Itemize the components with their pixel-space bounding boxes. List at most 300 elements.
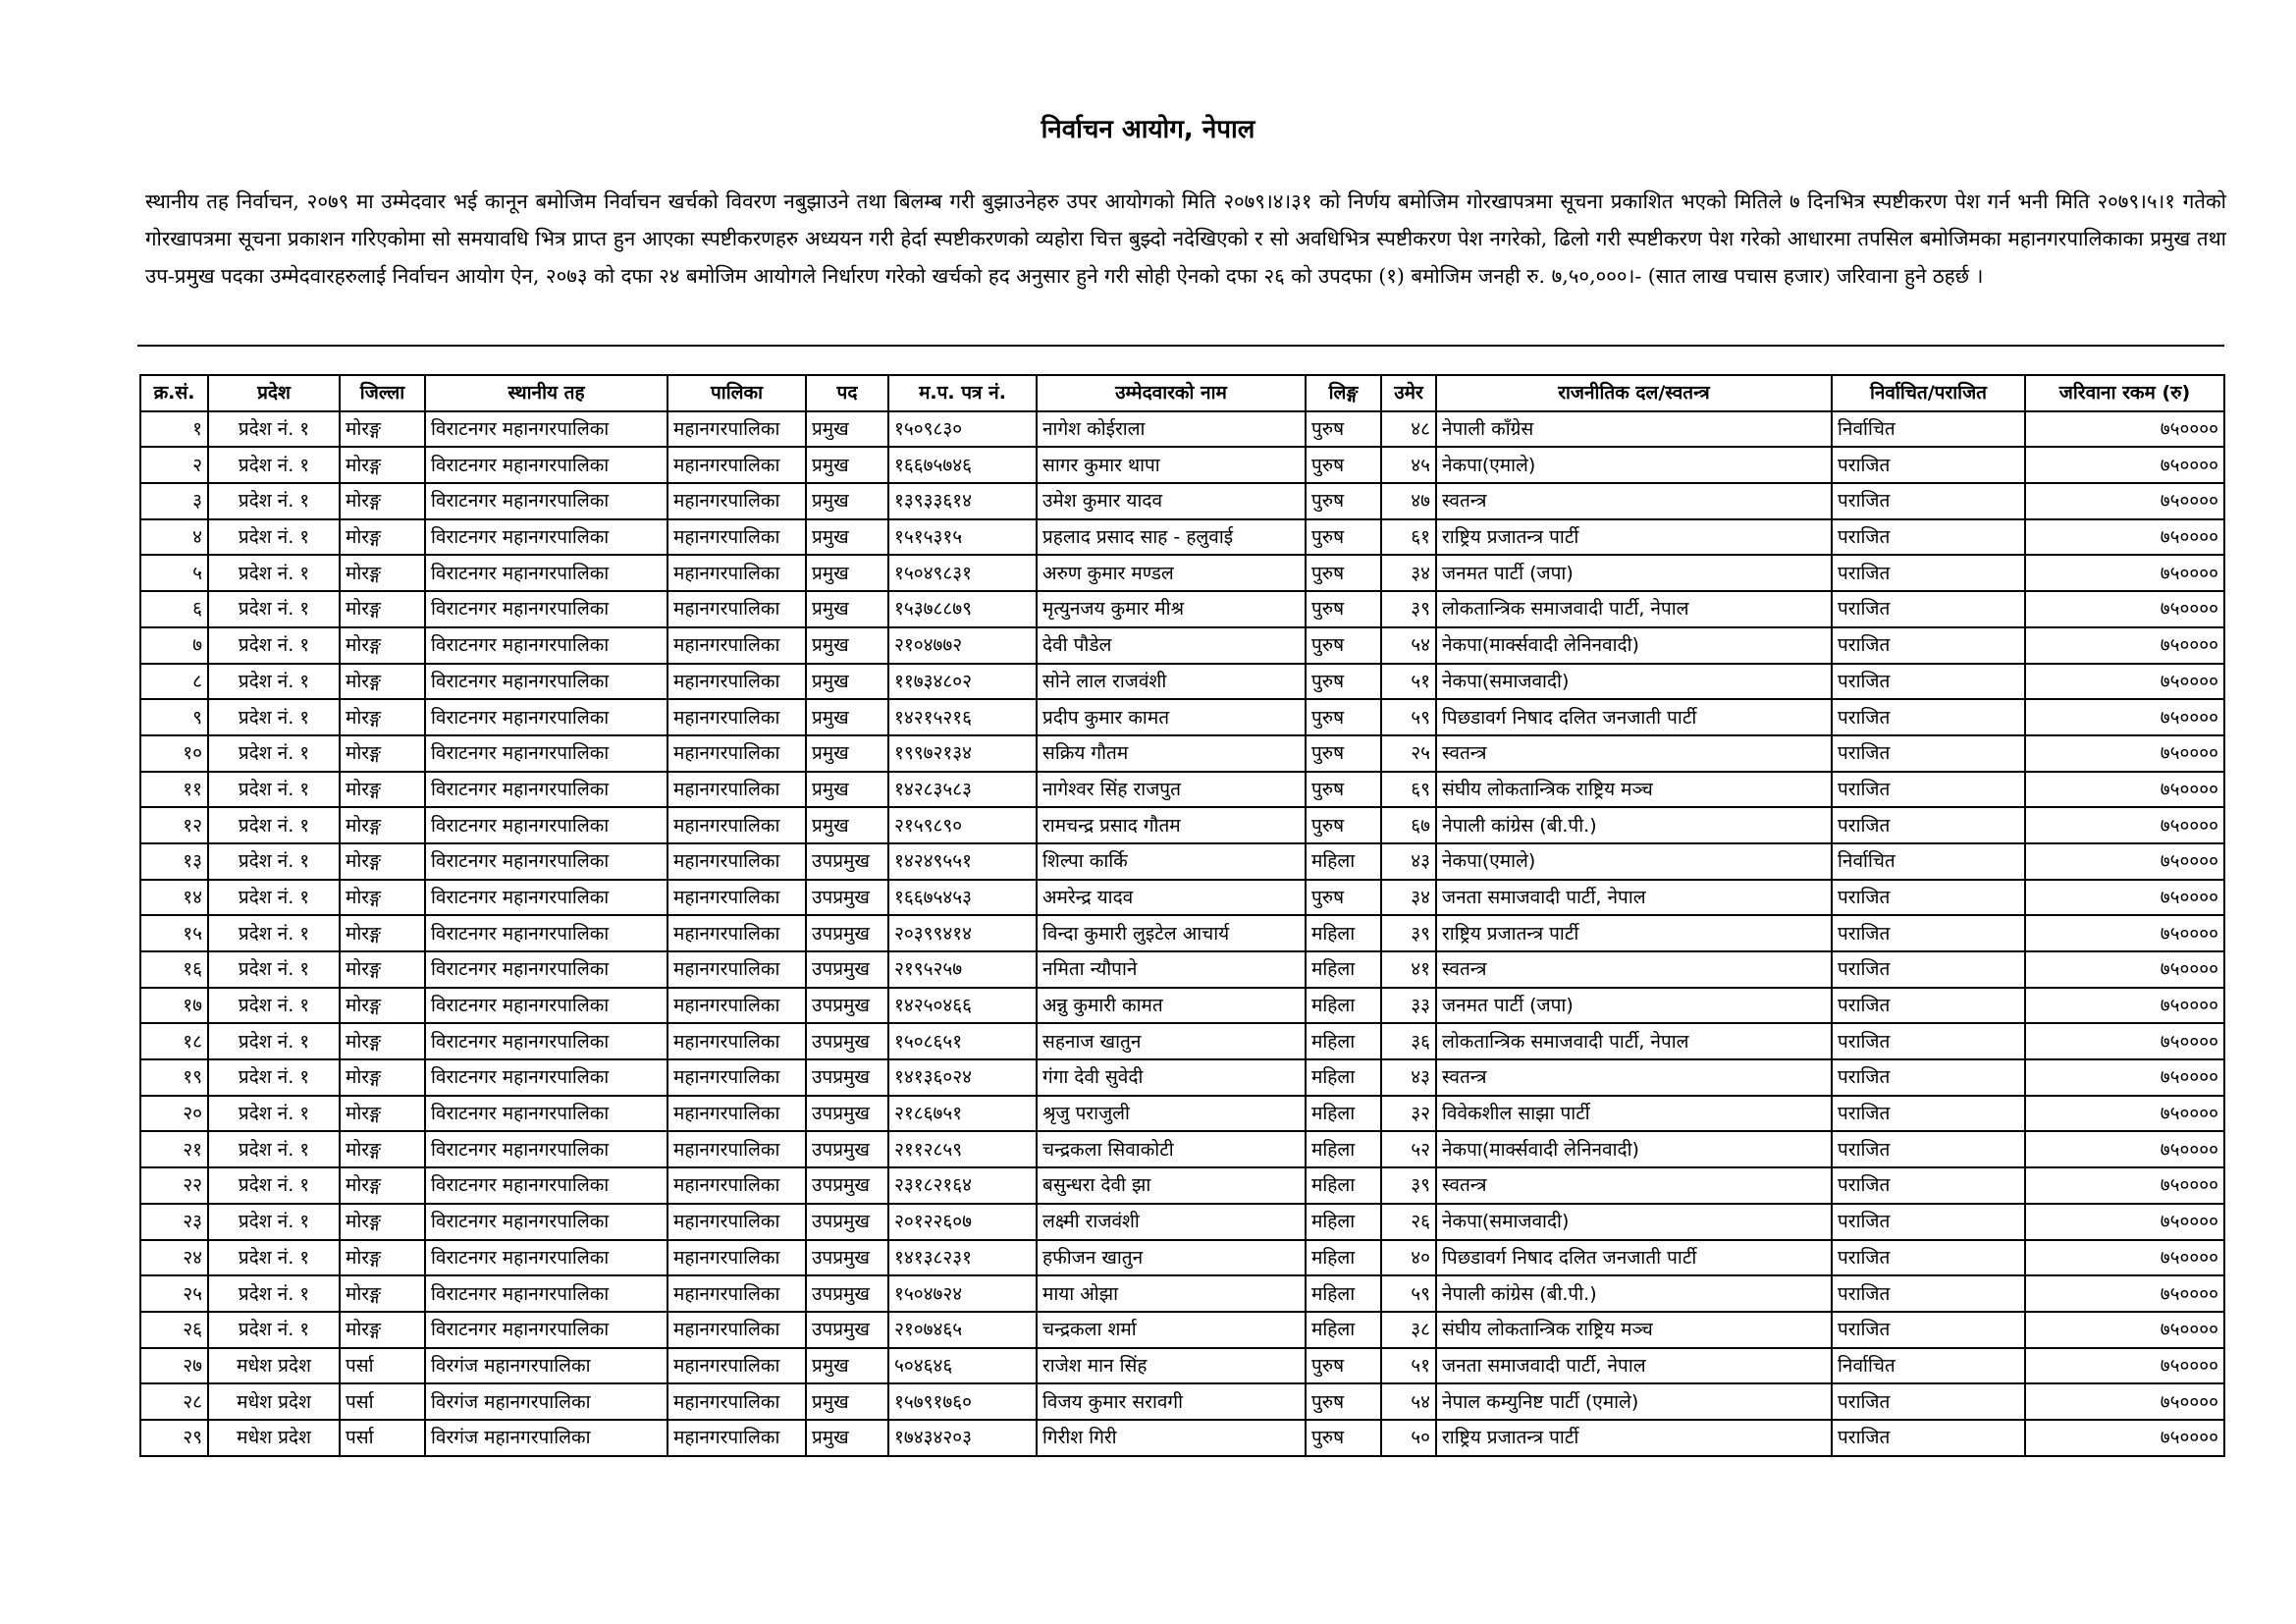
column-header-nomination-no: म.प. पत्र नं. xyxy=(888,375,1037,411)
cell-result: पराजित xyxy=(1832,664,2025,700)
cell-party: नेकपा(मार्क्सवादी लेनिनवादी) xyxy=(1436,627,1832,664)
cell-age: ३४ xyxy=(1381,880,1436,916)
cell-party: स्वतन्त्र xyxy=(1436,951,1832,988)
cell-local-level: विराटनगर महानगरपालिका xyxy=(425,843,667,880)
cell-result: पराजित xyxy=(1832,807,2025,843)
cell-gender: पुरुष xyxy=(1306,735,1381,772)
cell-post: उपप्रमुख xyxy=(806,988,888,1024)
cell-district: मोरङ्ग xyxy=(340,555,425,591)
column-header-age: उमेर xyxy=(1381,375,1436,411)
cell-result: पराजित xyxy=(1832,1023,2025,1059)
cell-province: प्रदेश नं. १ xyxy=(208,1167,340,1204)
table-row xyxy=(140,447,2224,483)
cell-candidate-name: देवी पौडेल xyxy=(1037,627,1306,664)
cell-fine-amount: ७५०००० xyxy=(2025,1312,2224,1348)
cell-gender: पुरुष xyxy=(1306,447,1381,483)
cell-local-level: विराटनगर महानगरपालिका xyxy=(425,1023,667,1059)
cell-gender: महिला xyxy=(1306,843,1381,880)
cell-nomination-no: १५१५३१५ xyxy=(888,519,1037,556)
table-row xyxy=(140,951,2224,988)
cell-party: नेकपा(एमाले) xyxy=(1436,843,1832,880)
cell-province: प्रदेश नं. १ xyxy=(208,880,340,916)
table-header-row xyxy=(140,375,2224,411)
cell-result: पराजित xyxy=(1832,555,2025,591)
cell-party: स्वतन्त्र xyxy=(1436,1167,1832,1204)
cell-palika: महानगरपालिका xyxy=(667,772,806,808)
cell-palika: महानगरपालिका xyxy=(667,1131,806,1167)
cell-post: उपप्रमुख xyxy=(806,880,888,916)
cell-fine-amount: ७५०००० xyxy=(2025,843,2224,880)
cell-age: ५१ xyxy=(1381,1348,1436,1384)
table-row xyxy=(140,483,2224,519)
cell-age: ४१ xyxy=(1381,951,1436,988)
cell-party: जनमत पार्टी (जपा) xyxy=(1436,555,1832,591)
cell-post: प्रमुख xyxy=(806,1420,888,1456)
table-row xyxy=(140,1131,2224,1167)
cell-nomination-no: २०३९९४१४ xyxy=(888,915,1037,951)
cell-gender: पुरुष xyxy=(1306,772,1381,808)
table-row xyxy=(140,1023,2224,1059)
cell-party: लोकतान्त्रिक समाजवादी पार्टी, नेपाल xyxy=(1436,1023,1832,1059)
column-header-district: जिल्ला xyxy=(340,375,425,411)
cell-province: प्रदेश नं. १ xyxy=(208,411,340,448)
cell-age: ४५ xyxy=(1381,447,1436,483)
cell-nomination-no: १४२५०४६६ xyxy=(888,988,1037,1024)
cell-age: ३३ xyxy=(1381,988,1436,1024)
cell-nomination-no: २१५९८९० xyxy=(888,807,1037,843)
cell-candidate-name: चन्द्रकला सिवाकोटी xyxy=(1037,1131,1306,1167)
cell-district: मोरङ्ग xyxy=(340,735,425,772)
cell-age: ५२ xyxy=(1381,1131,1436,1167)
cell-fine-amount: ७५०००० xyxy=(2025,1240,2224,1276)
cell-post: प्रमुख xyxy=(806,519,888,556)
table-row xyxy=(140,1275,2224,1312)
cell-candidate-name: अरुण कुमार मण्डल xyxy=(1037,555,1306,591)
table-row xyxy=(140,1420,2224,1456)
cell-result: निर्वाचित xyxy=(1832,411,2025,448)
cell-post: उपप्रमुख xyxy=(806,1023,888,1059)
cell-post: प्रमुख xyxy=(806,664,888,700)
cell-fine-amount: ७५०००० xyxy=(2025,1204,2224,1240)
cell-serial: १९ xyxy=(140,1059,208,1096)
cell-age: ५९ xyxy=(1381,699,1436,735)
cell-fine-amount: ७५०००० xyxy=(2025,1096,2224,1132)
cell-candidate-name: प्रहलाद प्रसाद साह - हलुवाई xyxy=(1037,519,1306,556)
table-row xyxy=(140,411,2224,448)
cell-fine-amount: ७५०००० xyxy=(2025,1131,2224,1167)
cell-fine-amount: ७५०००० xyxy=(2025,447,2224,483)
cell-party: स्वतन्त्र xyxy=(1436,483,1832,519)
cell-province: प्रदेश नं. १ xyxy=(208,843,340,880)
cell-district: पर्सा xyxy=(340,1383,425,1420)
cell-gender: पुरुष xyxy=(1306,1383,1381,1420)
cell-district: मोरङ्ग xyxy=(340,447,425,483)
cell-palika: महानगरपालिका xyxy=(667,1023,806,1059)
cell-result: पराजित xyxy=(1832,1167,2025,1204)
cell-nomination-no: ११७३४८०२ xyxy=(888,664,1037,700)
cell-fine-amount: ७५०००० xyxy=(2025,807,2224,843)
cell-nomination-no: १५०९८३० xyxy=(888,411,1037,448)
cell-local-level: विराटनगर महानगरपालिका xyxy=(425,735,667,772)
cell-local-level: विराटनगर महानगरपालिका xyxy=(425,627,667,664)
cell-fine-amount: ७५०००० xyxy=(2025,1059,2224,1096)
cell-province: प्रदेश नं. १ xyxy=(208,519,340,556)
table-row xyxy=(140,772,2224,808)
cell-gender: महिला xyxy=(1306,1167,1381,1204)
cell-serial: १७ xyxy=(140,988,208,1024)
cell-age: ४७ xyxy=(1381,483,1436,519)
cell-nomination-no: १४२८३५८३ xyxy=(888,772,1037,808)
cell-result: पराजित xyxy=(1832,1204,2025,1240)
cell-post: उपप्रमुख xyxy=(806,1275,888,1312)
notice-paragraph: स्थानीय तह निर्वाचन, २०७९ मा उम्मेदवार भई कानून बमोजिम निर्वाचन खर्चको विवरण नबुझाउने तथा बिलम्ब गरी बुझाउनेहरु उपर आयोगको मिति २०७९।४।३१ को निर्णय बमोजिम गोरखापत्रमा सूचना प्रकाशित भएको मितिले ७ दिनभित्र स्पष्टीकरण पेश गर्न भनी मिति २०७९।५।१ गतेको गोरखापत्रमा सूचना प्रकाशन गरिएकोमा सो समयावधि भित्र प्राप्त हुन आएका स्पष्टीकरणहरु अध्ययन गरी हेर्दा स्पष्टीकरणको व्यहोरा चित्त बुझ्दो नदेखिएको र सो अवधिभित्र स्पष्टीकरण पेश नगरेको, ढिलो गरी स्पष्टीकरण पेश गरेको आधारमा तपसिल बमोजिमका महानगरपालिकाका प्रमुख तथा उप-प्रमुख पदका उम्मेदवारहरुलाई निर्वाचन आयोग ऐन, २०७३ को दफा २४ बमोजिम आयोगले निर्धारण गरेको खर्चको हद अनुसार हुने गरी सोही ऐनको दफा २६ को उपदफा (१) बमोजिम जनही रु. ७,५०,०००।- (सात लाख पचास हजार) जरिवाना हुने ठहर्छ । xyxy=(145,189,2226,288)
cell-local-level: विराटनगर महानगरपालिका xyxy=(425,1131,667,1167)
cell-local-level: विराटनगर महानगरपालिका xyxy=(425,664,667,700)
cell-serial: २९ xyxy=(140,1420,208,1456)
table-row xyxy=(140,843,2224,880)
cell-gender: महिला xyxy=(1306,988,1381,1024)
cell-nomination-no: १५०४९८३१ xyxy=(888,555,1037,591)
cell-party: नेपाली कांग्रेस (बी.पी.) xyxy=(1436,807,1832,843)
cell-palika: महानगरपालिका xyxy=(667,1059,806,1096)
cell-gender: महिला xyxy=(1306,915,1381,951)
table-row xyxy=(140,1240,2224,1276)
cell-palika: महानगरपालिका xyxy=(667,880,806,916)
cell-palika: महानगरपालिका xyxy=(667,591,806,627)
cell-nomination-no: १४२१५२१६ xyxy=(888,699,1037,735)
cell-province: प्रदेश नं. १ xyxy=(208,1240,340,1276)
cell-result: पराजित xyxy=(1832,951,2025,988)
cell-fine-amount: ७५०००० xyxy=(2025,699,2224,735)
cell-result: पराजित xyxy=(1832,447,2025,483)
cell-local-level: विराटनगर महानगरपालिका xyxy=(425,483,667,519)
cell-serial: २६ xyxy=(140,1312,208,1348)
cell-party: विवेकशील साझा पार्टी xyxy=(1436,1096,1832,1132)
cell-result: पराजित xyxy=(1832,1059,2025,1096)
cell-party: नेपाली काँग्रेस xyxy=(1436,411,1832,448)
cell-party: नेकपा(समाजवादी) xyxy=(1436,1204,1832,1240)
cell-fine-amount: ७५०००० xyxy=(2025,988,2224,1024)
table-row xyxy=(140,627,2224,664)
cell-serial: २१ xyxy=(140,1131,208,1167)
cell-serial: ६ xyxy=(140,591,208,627)
cell-province: प्रदेश नं. १ xyxy=(208,555,340,591)
table-row xyxy=(140,555,2224,591)
cell-candidate-name: प्रदीप कुमार कामत xyxy=(1037,699,1306,735)
cell-result: पराजित xyxy=(1832,1131,2025,1167)
cell-province: प्रदेश नं. १ xyxy=(208,772,340,808)
cell-party: जनता समाजवादी पार्टी, नेपाल xyxy=(1436,880,1832,916)
cell-serial: ५ xyxy=(140,555,208,591)
cell-post: उपप्रमुख xyxy=(806,1204,888,1240)
cell-result: निर्वाचित xyxy=(1832,1348,2025,1384)
cell-nomination-no: २१०४७७२ xyxy=(888,627,1037,664)
column-header-gender: लिङ्ग xyxy=(1306,375,1381,411)
cell-party: लोकतान्त्रिक समाजवादी पार्टी, नेपाल xyxy=(1436,591,1832,627)
cell-serial: १२ xyxy=(140,807,208,843)
column-header-candidate-name: उम्मेदवारको नाम xyxy=(1037,375,1306,411)
cell-post: उपप्रमुख xyxy=(806,1096,888,1132)
cell-fine-amount: ७५०००० xyxy=(2025,951,2224,988)
cell-candidate-name: नागेश्वर सिंह राजपुत xyxy=(1037,772,1306,808)
cell-party: जनमत पार्टी (जपा) xyxy=(1436,988,1832,1024)
table-row xyxy=(140,807,2224,843)
cell-post: उपप्रमुख xyxy=(806,1312,888,1348)
cell-fine-amount: ७५०००० xyxy=(2025,664,2224,700)
cell-gender: पुरुष xyxy=(1306,627,1381,664)
cell-party: राष्ट्रिय प्रजातन्त्र पार्टी xyxy=(1436,519,1832,556)
cell-local-level: विराटनगर महानगरपालिका xyxy=(425,1275,667,1312)
cell-fine-amount: ७५०००० xyxy=(2025,1420,2224,1456)
cell-fine-amount: ७५०००० xyxy=(2025,1275,2224,1312)
cell-nomination-no: १३९३३६१४ xyxy=(888,483,1037,519)
cell-palika: महानगरपालिका xyxy=(667,627,806,664)
cell-palika: महानगरपालिका xyxy=(667,1096,806,1132)
cell-province: प्रदेश नं. १ xyxy=(208,988,340,1024)
cell-district: मोरङ्ग xyxy=(340,988,425,1024)
cell-serial: २२ xyxy=(140,1167,208,1204)
cell-nomination-no: २०१२२६०७ xyxy=(888,1204,1037,1240)
cell-post: उपप्रमुख xyxy=(806,1167,888,1204)
cell-gender: पुरुष xyxy=(1306,807,1381,843)
cell-serial: १३ xyxy=(140,843,208,880)
cell-post: प्रमुख xyxy=(806,483,888,519)
cell-serial: १५ xyxy=(140,915,208,951)
cell-candidate-name: अन्नु कुमारी कामत xyxy=(1037,988,1306,1024)
cell-fine-amount: ७५०००० xyxy=(2025,735,2224,772)
table-row xyxy=(140,664,2224,700)
page-title: निर्वाचन आयोग, नेपाल xyxy=(1041,115,1255,144)
cell-gender: पुरुष xyxy=(1306,483,1381,519)
cell-province: प्रदेश नं. १ xyxy=(208,1131,340,1167)
cell-result: पराजित xyxy=(1832,735,2025,772)
cell-palika: महानगरपालिका xyxy=(667,1167,806,1204)
cell-local-level: विराटनगर महानगरपालिका xyxy=(425,555,667,591)
cell-candidate-name: हफीजन खातुन xyxy=(1037,1240,1306,1276)
cell-serial: ३ xyxy=(140,483,208,519)
cell-nomination-no: १९९७२१३४ xyxy=(888,735,1037,772)
cell-district: मोरङ्ग xyxy=(340,1131,425,1167)
cell-local-level: विराटनगर महानगरपालिका xyxy=(425,519,667,556)
table-row xyxy=(140,1167,2224,1204)
cell-post: प्रमुख xyxy=(806,411,888,448)
table-row xyxy=(140,1312,2224,1348)
column-header-post: पद xyxy=(806,375,888,411)
cell-result: पराजित xyxy=(1832,699,2025,735)
cell-gender: पुरुष xyxy=(1306,555,1381,591)
cell-serial: १८ xyxy=(140,1023,208,1059)
column-header-party: राजनीतिक दल/स्वतन्त्र xyxy=(1436,375,1832,411)
cell-province: मधेश प्रदेश xyxy=(208,1420,340,1456)
cell-gender: पुरुष xyxy=(1306,664,1381,700)
cell-district: मोरङ्ग xyxy=(340,1312,425,1348)
cell-province: प्रदेश नं. १ xyxy=(208,951,340,988)
cell-party: पिछडावर्ग निषाद दलित जनजाती पार्टी xyxy=(1436,699,1832,735)
cell-candidate-name: चन्द्रकला शर्मा xyxy=(1037,1312,1306,1348)
cell-palika: महानगरपालिका xyxy=(667,483,806,519)
cell-palika: महानगरपालिका xyxy=(667,843,806,880)
cell-candidate-name: रामचन्द्र प्रसाद गौतम xyxy=(1037,807,1306,843)
cell-district: मोरङ्ग xyxy=(340,951,425,988)
cell-nomination-no: १५०४७२४ xyxy=(888,1275,1037,1312)
cell-local-level: विराटनगर महानगरपालिका xyxy=(425,988,667,1024)
cell-nomination-no: १६६७५४५३ xyxy=(888,880,1037,916)
cell-province: प्रदेश नं. १ xyxy=(208,807,340,843)
cell-candidate-name: विजय कुमार सरावगी xyxy=(1037,1383,1306,1420)
cell-result: पराजित xyxy=(1832,880,2025,916)
cell-result: पराजित xyxy=(1832,519,2025,556)
cell-local-level: विराटनगर महानगरपालिका xyxy=(425,880,667,916)
cell-palika: महानगरपालिका xyxy=(667,1383,806,1420)
cell-province: प्रदेश नं. १ xyxy=(208,1204,340,1240)
cell-party: नेपाली कांग्रेस (बी.पी.) xyxy=(1436,1275,1832,1312)
cell-age: ३२ xyxy=(1381,1096,1436,1132)
cell-gender: महिला xyxy=(1306,1312,1381,1348)
cell-palika: महानगरपालिका xyxy=(667,735,806,772)
cell-post: प्रमुख xyxy=(806,807,888,843)
cell-local-level: विराटनगर महानगरपालिका xyxy=(425,772,667,808)
cell-province: प्रदेश नं. १ xyxy=(208,699,340,735)
cell-palika: महानगरपालिका xyxy=(667,915,806,951)
table-row xyxy=(140,1059,2224,1096)
cell-candidate-name: उमेश कुमार यादव xyxy=(1037,483,1306,519)
cell-gender: पुरुष xyxy=(1306,591,1381,627)
cell-candidate-name: सक्रिय गौतम xyxy=(1037,735,1306,772)
table-row xyxy=(140,915,2224,951)
cell-serial: २० xyxy=(140,1096,208,1132)
cell-fine-amount: ७५०००० xyxy=(2025,880,2224,916)
cell-post: उपप्रमुख xyxy=(806,1131,888,1167)
cell-serial: ११ xyxy=(140,772,208,808)
cell-fine-amount: ७५०००० xyxy=(2025,411,2224,448)
cell-post: प्रमुख xyxy=(806,555,888,591)
table-row xyxy=(140,988,2224,1024)
cell-local-level: विराटनगर महानगरपालिका xyxy=(425,411,667,448)
cell-nomination-no: २१९५२५७ xyxy=(888,951,1037,988)
cell-party: जनता समाजवादी पार्टी, नेपाल xyxy=(1436,1348,1832,1384)
cell-province: प्रदेश नं. १ xyxy=(208,1275,340,1312)
cell-palika: महानगरपालिका xyxy=(667,1312,806,1348)
column-header-palika: पालिका xyxy=(667,375,806,411)
cell-province: प्रदेश नं. १ xyxy=(208,1096,340,1132)
cell-party: राष्ट्रिय प्रजातन्त्र पार्टी xyxy=(1436,915,1832,951)
cell-serial: २ xyxy=(140,447,208,483)
cell-post: उपप्रमुख xyxy=(806,951,888,988)
cell-candidate-name: नमिता न्यौपाने xyxy=(1037,951,1306,988)
cell-candidate-name: सागर कुमार थापा xyxy=(1037,447,1306,483)
cell-party: नेकपा(समाजवादी) xyxy=(1436,664,1832,700)
cell-gender: पुरुष xyxy=(1306,1348,1381,1384)
cell-result: पराजित xyxy=(1832,772,2025,808)
cell-district: मोरङ्ग xyxy=(340,664,425,700)
cell-post: प्रमुख xyxy=(806,591,888,627)
cell-serial: १४ xyxy=(140,880,208,916)
cell-post: प्रमुख xyxy=(806,627,888,664)
column-header-fine-amount: जरिवाना रकम (रु) xyxy=(2025,375,2224,411)
cell-local-level: विराटनगर महानगरपालिका xyxy=(425,951,667,988)
cell-result: पराजित xyxy=(1832,627,2025,664)
cell-gender: पुरुष xyxy=(1306,699,1381,735)
cell-province: प्रदेश नं. १ xyxy=(208,447,340,483)
table-row xyxy=(140,1096,2224,1132)
cell-palika: महानगरपालिका xyxy=(667,807,806,843)
cell-age: २६ xyxy=(1381,1204,1436,1240)
cell-post: प्रमुख xyxy=(806,1348,888,1384)
cell-serial: २८ xyxy=(140,1383,208,1420)
cell-nomination-no: ५०४६४६ xyxy=(888,1348,1037,1384)
cell-fine-amount: ७५०००० xyxy=(2025,519,2224,556)
cell-gender: महिला xyxy=(1306,1240,1381,1276)
cell-age: ५० xyxy=(1381,1420,1436,1456)
cell-district: मोरङ्ग xyxy=(340,1240,425,1276)
cell-serial: २४ xyxy=(140,1240,208,1276)
cell-nomination-no: २१०७४६५ xyxy=(888,1312,1037,1348)
cell-serial: ८ xyxy=(140,664,208,700)
cell-palika: महानगरपालिका xyxy=(667,1240,806,1276)
cell-local-level: विराटनगर महानगरपालिका xyxy=(425,591,667,627)
column-header-province: प्रदेश xyxy=(208,375,340,411)
cell-nomination-no: १४२४९५५१ xyxy=(888,843,1037,880)
cell-district: मोरङ्ग xyxy=(340,915,425,951)
cell-district: मोरङ्ग xyxy=(340,880,425,916)
cell-result: पराजित xyxy=(1832,915,2025,951)
cell-fine-amount: ७५०००० xyxy=(2025,1383,2224,1420)
cell-province: प्रदेश नं. १ xyxy=(208,1312,340,1348)
cell-province: प्रदेश नं. १ xyxy=(208,627,340,664)
cell-local-level: विराटनगर महानगरपालिका xyxy=(425,1312,667,1348)
cell-party: नेकपा(मार्क्सवादी लेनिनवादी) xyxy=(1436,1131,1832,1167)
cell-result: पराजित xyxy=(1832,1420,2025,1456)
cell-gender: महिला xyxy=(1306,1023,1381,1059)
cell-candidate-name: अमरेन्द्र यादव xyxy=(1037,880,1306,916)
cell-palika: महानगरपालिका xyxy=(667,555,806,591)
cell-province: प्रदेश नं. १ xyxy=(208,1059,340,1096)
cell-age: २५ xyxy=(1381,735,1436,772)
cell-palika: महानगरपालिका xyxy=(667,519,806,556)
cell-palika: महानगरपालिका xyxy=(667,447,806,483)
cell-serial: ७ xyxy=(140,627,208,664)
table-row xyxy=(140,1348,2224,1384)
cell-fine-amount: ७५०००० xyxy=(2025,483,2224,519)
cell-result: पराजित xyxy=(1832,483,2025,519)
cell-gender: पुरुष xyxy=(1306,519,1381,556)
cell-age: ६१ xyxy=(1381,519,1436,556)
cell-serial: ९ xyxy=(140,699,208,735)
cell-nomination-no: १५३७८८७९ xyxy=(888,591,1037,627)
cell-nomination-no: १५७९१७६० xyxy=(888,1383,1037,1420)
table-row xyxy=(140,880,2224,916)
cell-province: प्रदेश नं. १ xyxy=(208,735,340,772)
cell-province: प्रदेश नं. १ xyxy=(208,1023,340,1059)
cell-province: प्रदेश नं. १ xyxy=(208,483,340,519)
cell-district: मोरङ्ग xyxy=(340,807,425,843)
column-header-local-level: स्थानीय तह xyxy=(425,375,667,411)
cell-district: मोरङ्ग xyxy=(340,1167,425,1204)
cell-gender: महिला xyxy=(1306,1096,1381,1132)
cell-age: ३८ xyxy=(1381,1312,1436,1348)
cell-district: मोरङ्ग xyxy=(340,591,425,627)
cell-result: पराजित xyxy=(1832,1096,2025,1132)
cell-result: पराजित xyxy=(1832,1240,2025,1276)
cell-local-level: विराटनगर महानगरपालिका xyxy=(425,1240,667,1276)
cell-local-level: विरगंज महानगरपालिका xyxy=(425,1348,667,1384)
cell-palika: महानगरपालिका xyxy=(667,1275,806,1312)
cell-post: प्रमुख xyxy=(806,772,888,808)
cell-nomination-no: २११२८५९ xyxy=(888,1131,1037,1167)
cell-district: मोरङ्ग xyxy=(340,1204,425,1240)
table-row xyxy=(140,1204,2224,1240)
cell-district: मोरङ्ग xyxy=(340,843,425,880)
